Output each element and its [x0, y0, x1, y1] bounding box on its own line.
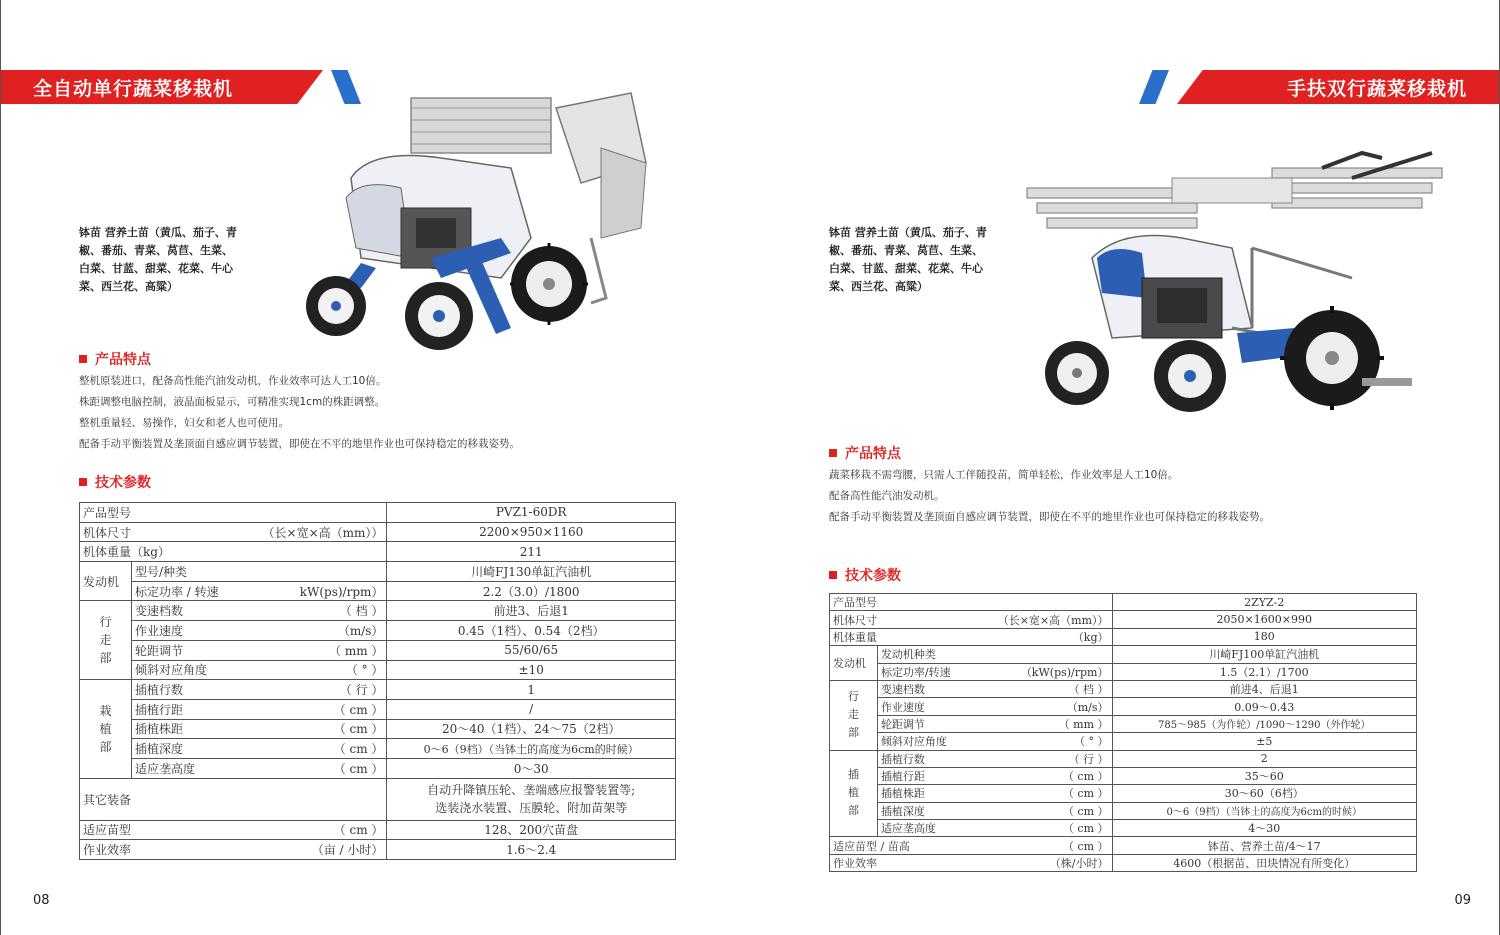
right-spec-heading: 技术参数: [829, 565, 901, 585]
left-spec-table: [79, 502, 676, 860]
feature-line: 整机原装进口，配备高性能汽油发动机，作业效率可达人工10倍。: [79, 375, 387, 387]
right-features-heading: 产品特点: [829, 443, 901, 463]
table-row: 作业效率 （亩 / 小时） 1.6～2.4: [80, 840, 676, 860]
left-features-list: [79, 371, 520, 455]
right-spec-table: [829, 593, 1417, 872]
right-page: [750, 0, 1500, 935]
table-row: 插植行距 （ cm ） 35～60: [830, 767, 1417, 784]
table-row: 作业速度 （m/s） 0.09～0.43: [830, 698, 1417, 715]
feature-line: 配备手动平衡装置及垄顶面自感应调节装置，即使在不平的地里作业也可保持稳定的移栽姿势。: [829, 511, 1270, 523]
feature-line: 蔬菜移栽不需弯腰，只需人工伴随投苗，简单轻松，作业效率是人工10倍。: [829, 469, 1179, 481]
feature-line: 配备高性能汽油发动机。: [829, 490, 945, 502]
table-row: 作业速度 （m/s） 0.45（1档）、0.54（2档）: [80, 621, 676, 641]
table-row: 轮距调节 （ mm ） 785～985（为作轮）/1090～1290（外作轮）: [830, 715, 1417, 732]
table-row: 栽 植 部 插植行数 （ 行 ） 1: [80, 680, 676, 700]
table-row: 产品型号 2ZYZ-2: [830, 594, 1417, 611]
table-row: 机体重量（kg） 211: [80, 542, 676, 562]
table-row: 行 走 部 变速档数 （ 档 ） 前进3、后退1: [80, 601, 676, 621]
table-row: 发动机 发动机种类 川崎FJ100单缸汽油机: [830, 646, 1417, 663]
table-row: 标定功率 / 转速 kW(ps)/rpm） 2.2（3.0）/1800: [80, 581, 676, 601]
table-row: 插 植 部 插植行数 （ 行 ） 2: [830, 750, 1417, 767]
single-row-transplanter-image: [301, 88, 671, 373]
table-row: 适应垄高度 （ cm ） 4～30: [830, 820, 1417, 837]
table-row: 倾斜对应角度 （ ° ） ±5: [830, 733, 1417, 750]
square-bullet-icon: [79, 478, 87, 486]
left-features-heading: 产品特点: [79, 349, 151, 369]
table-row: 适应苗型 （ cm ） 128、200穴苗盘: [80, 820, 676, 840]
right-product-title: 手扶双行蔬菜移栽机: [1286, 78, 1467, 100]
table-row: 机体尺寸 （长×宽×高（mm）） 2200×950×1160: [80, 522, 676, 542]
right-features-list: [829, 465, 1270, 528]
table-row: 插植深度 （ cm ） 0～6（9档）（当钵土的高度为6cm的时候）: [830, 802, 1417, 819]
table-row: 插植株距 （ cm ） 30～60（6档）: [830, 785, 1417, 802]
table-row: 倾斜对应角度 （ ° ） ±10: [80, 660, 676, 680]
table-row: 行 走 部 变速档数 （ 档 ） 前进4、后退1: [830, 680, 1417, 697]
right-page-number: 09: [1454, 893, 1471, 908]
table-row: 其它装备 自动升降镇压轮、垄端感应报警装置等; 选装浇水装置、压膜轮、附加苗架等: [80, 778, 676, 820]
square-bullet-icon: [829, 571, 837, 579]
square-bullet-icon: [829, 449, 837, 457]
table-row: 作业效率 （株/小时） 4600（根据苗、田块情况有所变化）: [830, 854, 1417, 871]
left-seedling-description: 钵苗 营养土苗（黄瓜、茄子、青 椒、番茄、青菜、莴苣、生菜、 白菜、甘蓝、甜菜、花菜、牛心 菜、西兰花、高粱）: [79, 226, 237, 293]
feature-line: 整机重量轻、易操作，妇女和老人也可使用。: [79, 417, 289, 429]
feature-line: 株距调整电脑控制，液晶面板显示，可精准实现1cm的株距调整。: [79, 396, 386, 408]
left-spec-heading: 技术参数: [79, 472, 151, 492]
table-row: 轮距调节 （ mm ） 55/60/65: [80, 640, 676, 660]
right-seedling-description: 钵苗 营养土苗（黄瓜、茄子、青 椒、番茄、青菜、莴苣、生菜、 白菜、甘蓝、甜菜、花菜、牛心 菜、西兰花、高粱）: [829, 226, 987, 293]
table-row: 插植深度 （ cm ） 0～6（9档）（当钵土的高度为6cm的时候）: [80, 739, 676, 759]
feature-line: 配备手动平衡装置及垄顶面自感应调节装置，即使在不平的地里作业也可保持稳定的移栽姿势。: [79, 438, 520, 450]
table-row: 插植株距 （ cm ） 20～40（1档）、24～75（2档）: [80, 719, 676, 739]
left-page-number: 08: [33, 893, 50, 908]
table-row: 机体尺寸 （长×宽×高（mm）） 2050×1600×990: [830, 611, 1417, 628]
table-row: 插植行距 （ cm ） /: [80, 699, 676, 719]
square-bullet-icon: [79, 355, 87, 363]
table-row: 机体重量 （kg） 180: [830, 628, 1417, 645]
table-row: 适应垄高度 （ cm ） 0～30: [80, 758, 676, 778]
left-product-title: 全自动单行蔬菜移栽机: [33, 78, 234, 100]
table-row: 发动机 型号/种类 川崎FJ130单缸汽油机: [80, 562, 676, 582]
table-row: 产品型号 PVZ1-60DR: [80, 503, 676, 523]
double-row-transplanter-image: [1022, 148, 1472, 423]
right-title-banner: [1129, 70, 1499, 104]
table-row: 适应苗型 / 苗高 （ cm ） 钵苗、营养土苗/4～17: [830, 837, 1417, 854]
table-row: 标定功率/转速 （kW(ps)/rpm） 1.5（2.1）/1700: [830, 663, 1417, 680]
